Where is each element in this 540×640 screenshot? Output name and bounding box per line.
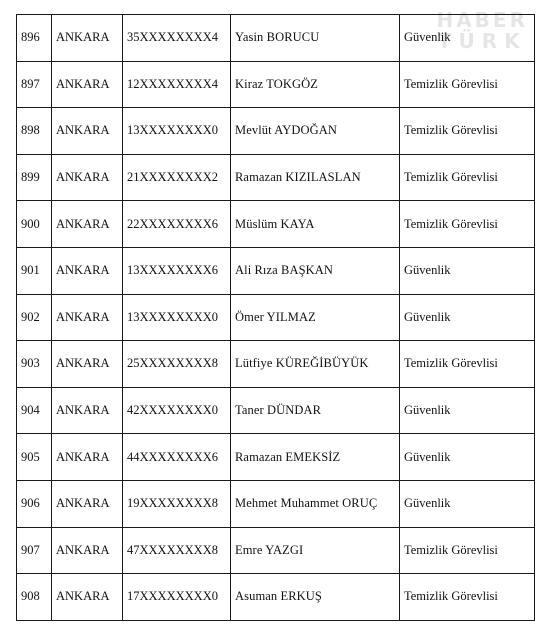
full-name-cell: Emre YAZGI — [231, 527, 400, 574]
watermark-line-1: HABER — [436, 8, 528, 32]
id-number-cell: 19XXXXXXXX8 — [123, 480, 231, 527]
personnel-table — [16, 14, 535, 621]
row-number: 901 — [17, 247, 52, 294]
table-body — [17, 15, 535, 621]
id-number-cell: 12XXXXXXXX4 — [123, 61, 231, 108]
row-number: 904 — [17, 387, 52, 434]
full-name-cell: Ramazan KIZILASLAN — [231, 154, 400, 201]
row-number: 902 — [17, 294, 52, 341]
id-number-cell: 44XXXXXXXX6 — [123, 434, 231, 481]
full-name-cell: Ali Rıza BAŞKAN — [231, 247, 400, 294]
task-cell: Güvenlik — [400, 15, 535, 62]
full-name-cell: Lütfiye KÜREĞİBÜYÜK — [231, 341, 400, 388]
full-name-cell: Taner DÜNDAR — [231, 387, 400, 434]
id-number-cell: 22XXXXXXXX6 — [123, 201, 231, 248]
table-row — [17, 15, 535, 62]
id-number-cell: 21XXXXXXXX2 — [123, 154, 231, 201]
city-cell: ANKARA — [52, 527, 123, 574]
row-number: 899 — [17, 154, 52, 201]
id-number-cell: 13XXXXXXXX0 — [123, 294, 231, 341]
task-cell: Güvenlik — [400, 247, 535, 294]
city-cell: ANKARA — [52, 15, 123, 62]
table-row — [17, 154, 535, 201]
id-number-cell: 13XXXXXXXX6 — [123, 247, 231, 294]
task-cell: Temizlik Görevlisi — [400, 341, 535, 388]
city-cell: ANKARA — [52, 341, 123, 388]
id-number-cell: 42XXXXXXXX0 — [123, 387, 231, 434]
task-cell: Temizlik Görevlisi — [400, 201, 535, 248]
id-number-cell: 25XXXXXXXX8 — [123, 341, 231, 388]
full-name-cell: Mehmet Muhammet ORUÇ — [231, 480, 400, 527]
task-cell: Güvenlik — [400, 434, 535, 481]
city-cell: ANKARA — [52, 387, 123, 434]
table-row — [17, 294, 535, 341]
task-cell: Temizlik Görevlisi — [400, 108, 535, 155]
row-number: 900 — [17, 201, 52, 248]
city-cell: ANKARA — [52, 61, 123, 108]
table-row — [17, 61, 535, 108]
full-name-cell: Ömer YILMAZ — [231, 294, 400, 341]
table-row — [17, 201, 535, 248]
row-number: 907 — [17, 527, 52, 574]
task-cell: Temizlik Görevlisi — [400, 574, 535, 621]
id-number-cell: 13XXXXXXXX0 — [123, 108, 231, 155]
row-number: 896 — [17, 15, 52, 62]
row-number: 903 — [17, 341, 52, 388]
id-number-cell: 47XXXXXXXX8 — [123, 527, 231, 574]
id-number-cell: 35XXXXXXXX4 — [123, 15, 231, 62]
row-number: 905 — [17, 434, 52, 481]
table-row — [17, 341, 535, 388]
city-cell: ANKARA — [52, 480, 123, 527]
full-name-cell: Kiraz TOKGÖZ — [231, 61, 400, 108]
city-cell: ANKARA — [52, 108, 123, 155]
watermark-line-2: TÜRK — [437, 29, 527, 53]
table-row — [17, 480, 535, 527]
full-name-cell: Mevlüt AYDOĞAN — [231, 108, 400, 155]
full-name-cell: Müslüm KAYA — [231, 201, 400, 248]
row-number: 898 — [17, 108, 52, 155]
table-row — [17, 527, 535, 574]
task-cell: Temizlik Görevlisi — [400, 527, 535, 574]
task-cell: Güvenlik — [400, 387, 535, 434]
task-cell: Temizlik Görevlisi — [400, 154, 535, 201]
table-row — [17, 108, 535, 155]
city-cell: ANKARA — [52, 247, 123, 294]
task-cell: Güvenlik — [400, 480, 535, 527]
table-row — [17, 387, 535, 434]
table-row — [17, 574, 535, 621]
row-number: 897 — [17, 61, 52, 108]
city-cell: ANKARA — [52, 434, 123, 481]
row-number: 906 — [17, 480, 52, 527]
row-number: 908 — [17, 574, 52, 621]
full-name-cell: Yasin BORUCU — [231, 15, 400, 62]
task-cell: Güvenlik — [400, 294, 535, 341]
table-row — [17, 247, 535, 294]
city-cell: ANKARA — [52, 294, 123, 341]
task-cell: Temizlik Görevlisi — [400, 61, 535, 108]
table-row — [17, 434, 535, 481]
full-name-cell: Asuman ERKUŞ — [231, 574, 400, 621]
city-cell: ANKARA — [52, 201, 123, 248]
city-cell: ANKARA — [52, 574, 123, 621]
full-name-cell: Ramazan EMEKSİZ — [231, 434, 400, 481]
id-number-cell: 17XXXXXXXX0 — [123, 574, 231, 621]
city-cell: ANKARA — [52, 154, 123, 201]
